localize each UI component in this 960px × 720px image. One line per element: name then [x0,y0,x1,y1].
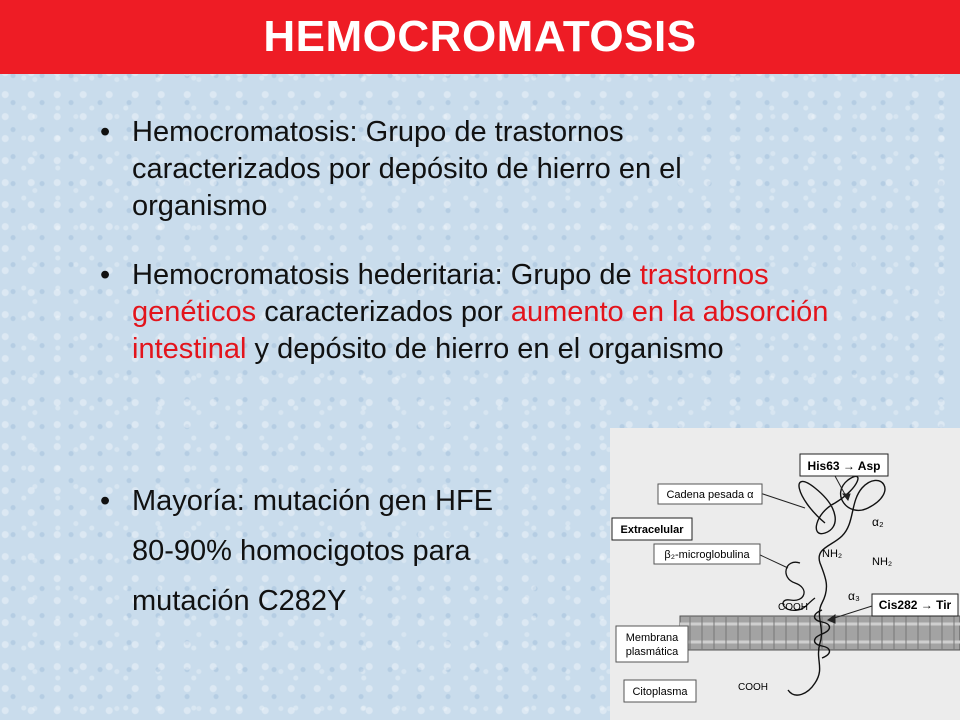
cadena-text: Cadena pesada α [666,489,754,501]
membrana-line-1: Membrana [625,632,679,644]
nh2-label-a: NH₂ [822,548,843,560]
bullet-text [132,257,890,368]
bullet-marker: • [100,259,111,291]
beta2-text: β₂-microglobulina [664,549,750,561]
text-segment: Hemocromatosis hederitaria: Grupo de [132,259,640,291]
bullet-marker: • [100,116,111,148]
membrana-line-2: plasmática [625,646,679,658]
bullet-marker: • [100,485,111,517]
bullet-text: Hemocromatosis: Grupo de trastornos caracterizados por depósito de hierro en el organismo [132,116,682,222]
hfe-diagram-svg [610,428,960,720]
slide-title: HEMOCROMATOSIS [263,12,697,61]
majority-line-3: mutación C282Y [132,585,347,617]
majority-line-2: 80-90% homocigotos para [132,535,471,567]
cooh-label-b: COOH [738,682,768,693]
bullet-majority [100,476,600,626]
cooh-label-a: COOH [778,602,808,613]
label-extracelular [612,518,692,540]
citoplasma-text: Citoplasma [632,686,688,698]
title-bar [0,0,960,74]
hfe-protein-diagram [610,428,960,720]
cis282-text: Cis282 → Tir [878,598,952,612]
highlight-genetic: trastornos genéticos [132,259,769,328]
label-beta2 [654,544,760,564]
label-membrana [616,626,688,662]
label-citoplasma [624,680,696,702]
alpha3-label: α₃ [848,589,860,603]
highlight-absorption: aumento en la absorción intestinal [132,296,829,365]
his63-text: His63 → Asp [807,459,881,473]
extracelular-text: Extracelular [620,524,684,536]
label-cadena [658,484,762,504]
nh2-label-b: NH₂ [872,556,893,568]
label-cis282 [872,594,958,616]
bullet-text [132,476,600,626]
majority-line-1: Mayoría: mutación gen HFE [132,485,494,517]
bullet-hereditary [100,257,890,368]
bullet-definition [100,114,820,225]
text-segment: caracterizados por [256,296,511,328]
label-his63 [800,454,888,476]
text-segment: y depósito de hierro en el organismo [246,333,724,365]
hfe-heavy-chain [788,476,885,695]
alpha2-label: α₂ [872,515,884,529]
